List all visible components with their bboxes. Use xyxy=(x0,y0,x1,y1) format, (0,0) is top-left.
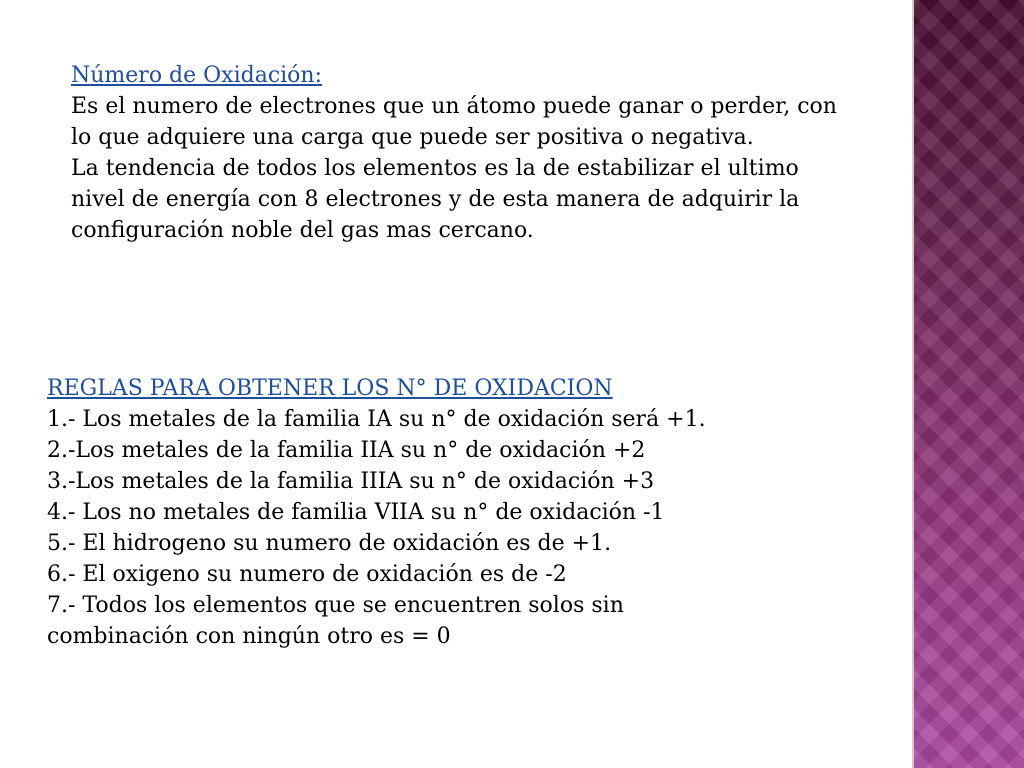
rules-heading: REGLAS PARA OBTENER LOS N° DE OXIDACION xyxy=(47,376,613,401)
rule-item: 2.-Los metales de la familia IIA su n° de oxidación +2 xyxy=(47,438,646,463)
rule-item: 1.- Los metales de la familia IA su n° de oxidación será +1. xyxy=(47,407,706,432)
rule-item: 7.- Todos los elementos que se encuentren solos sin combinación con ningún otro es = 0 xyxy=(47,593,624,649)
rule-item: 5.- El hidrogeno su numero de oxidación es de +1. xyxy=(47,531,612,556)
oxidation-rules-section xyxy=(47,373,867,652)
oxidation-number-section xyxy=(71,60,851,246)
oxidation-number-heading: Número de Oxidación: xyxy=(71,63,323,88)
rule-item: 6.- El oxigeno su numero de oxidación es de -2 xyxy=(47,562,567,587)
decorative-side-band xyxy=(912,0,1024,768)
tendency-paragraph: La tendencia de todos los elementos es la de estabilizar el ultimo nivel de energía con 8 electrones y de esta manera de adquirir la configuración noble del gas mas cercano. xyxy=(71,156,800,243)
definition-paragraph: Es el numero de electrones que un átomo puede ganar o perder, con lo que adquiere una carga que puede ser positiva o negativa. xyxy=(71,94,837,150)
rule-item: 4.- Los no metales de familia VIIA su n° de oxidación -1 xyxy=(47,500,665,525)
rule-item: 3.-Los metales de la familia IIIA su n° de oxidación +3 xyxy=(47,469,655,494)
